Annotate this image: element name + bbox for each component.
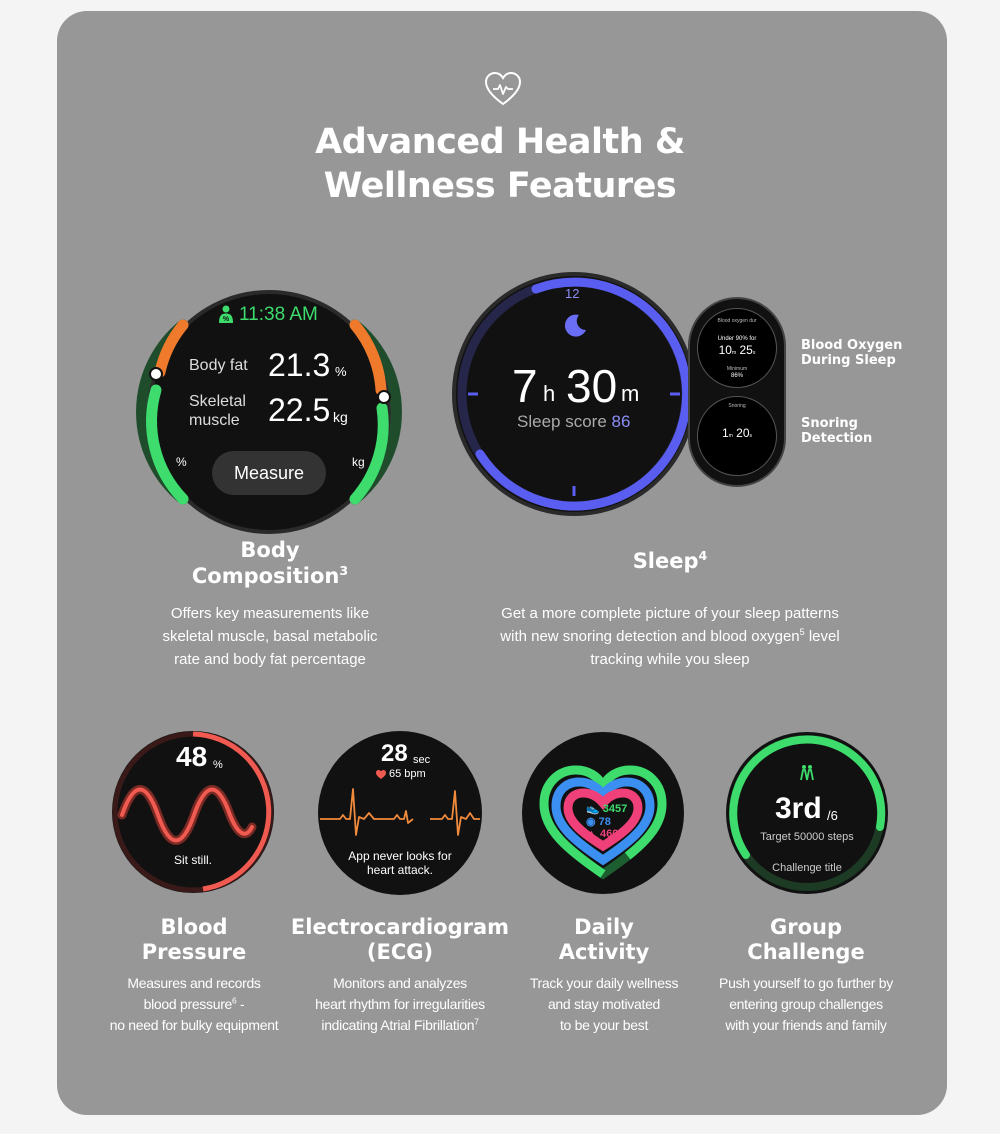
body-composition-desc-2: skeletal muscle, basal metabolic xyxy=(162,628,378,645)
ecg-desc-2: heart rhythm for irregularities xyxy=(315,996,485,1012)
ecg-seconds: 28 xyxy=(381,740,408,767)
sleep-hours-unit: h xyxy=(543,381,556,406)
bp-heading-1: Blood xyxy=(160,915,228,939)
bp-status: Sit still. xyxy=(173,853,212,867)
ecg-desc-1: Monitors and analyzes xyxy=(333,975,467,991)
activity-desc-1: Track your daily wellness xyxy=(529,975,679,991)
sleep-heading: Sleep$^4$ xyxy=(632,548,708,573)
person-icon xyxy=(218,305,234,323)
sleep-score: Sleep score 86 xyxy=(517,412,631,431)
activity-heading-2: Activity xyxy=(558,940,650,964)
oxygen-card-title: Blood oxygen dur xyxy=(717,318,757,324)
ecg-note-1: App never looks for xyxy=(348,849,452,863)
sleep-desc-1: Get a more complete picture of your sleep patterns xyxy=(501,605,839,622)
oxygen-card-min-label: Minimum xyxy=(726,366,748,372)
left-gauge-unit: % xyxy=(176,455,187,469)
ecg-seconds-unit: sec xyxy=(413,754,431,766)
challenge-heading-1: Group xyxy=(769,915,842,939)
activity-desc-3: to be your best xyxy=(559,1017,649,1033)
skeletal-label-2: muscle xyxy=(189,412,240,429)
skeletal-label-1: Skeletal xyxy=(189,393,246,410)
challenge-desc-1: Push yourself to go further by xyxy=(719,975,893,991)
bp-unit: % xyxy=(213,759,223,771)
sleep-desc-2: with new snoring detection and blood oxygen$^5$ level xyxy=(500,627,840,645)
hour-marker: 12 xyxy=(565,286,580,301)
bp-desc-2: blood pressure$^6$ - xyxy=(143,995,245,1012)
blood-oxygen-label: Blood Oxygen During Sleep xyxy=(801,338,903,368)
challenge-rank-total: /6 xyxy=(827,808,838,823)
oxygen-card-min-value: 86% xyxy=(730,373,743,379)
activity-heading-1: Daily xyxy=(574,915,634,939)
bp-value: 48 xyxy=(176,741,208,772)
challenge-desc-3: with your friends and family xyxy=(725,1017,887,1033)
bp-desc-1: Measures and records xyxy=(127,975,261,991)
body-fat-value: 21.3 xyxy=(268,347,331,383)
measure-button[interactable]: Measure xyxy=(212,451,326,495)
snoring-card-title: Snoring xyxy=(728,403,746,409)
snoring-card-duration: 1m 20s xyxy=(721,426,753,440)
ecg-note-2: heart attack. xyxy=(366,863,434,877)
moon-icon xyxy=(562,313,588,339)
ecg-bpm: 65 bpm xyxy=(389,768,426,780)
body-composition-desc-1: Offers key measurements like xyxy=(170,605,370,622)
bp-desc-3: no need for bulky equipment xyxy=(109,1017,279,1033)
body-composition-heading-2: Composition$^3$ xyxy=(191,563,349,588)
challenge-desc-2: entering group challenges xyxy=(729,996,883,1012)
ecg-heading-1: Electrocardiogram xyxy=(290,915,510,939)
bp-heading-2: Pressure xyxy=(141,940,247,964)
right-gauge-unit: kg xyxy=(352,455,365,469)
skeletal-unit: kg xyxy=(333,409,348,425)
challenge-rank: 3rd xyxy=(775,792,822,825)
group-people-icon xyxy=(799,764,815,780)
body-fat-unit: % xyxy=(335,364,347,379)
sleep-minutes: 30 xyxy=(566,360,618,412)
heart-pulse-icon xyxy=(484,71,522,109)
challenge-target: Target 50000 steps xyxy=(760,831,854,843)
activity-desc-2: and stay motivated xyxy=(547,996,661,1012)
page-title-line-1: Advanced Health & xyxy=(315,122,685,162)
challenge-title: Challenge title xyxy=(772,862,842,874)
body-fat-label: Body fat xyxy=(189,357,248,374)
sleep-desc-3: tracking while you sleep xyxy=(590,651,750,668)
oxygen-card-sub: Under 90% for xyxy=(717,336,757,342)
activity-minutes: ◉ 78 xyxy=(586,816,611,828)
sleep-minutes-unit: m xyxy=(621,381,640,406)
snoring-detection-label: Snoring Detection xyxy=(801,416,873,446)
watch-time: 11:38 AM xyxy=(239,304,318,325)
oxygen-card-duration: 10m 25s xyxy=(718,343,756,357)
ecg-heading-2: (ECG) xyxy=(366,940,434,964)
svg-text:%: % xyxy=(222,316,230,323)
sleep-hours: 7 xyxy=(512,360,538,412)
activity-calories: ▲ 460 xyxy=(586,828,619,840)
challenge-heading-2: Challenge xyxy=(747,940,865,964)
body-composition-heading-1: Body xyxy=(240,538,300,562)
ecg-desc-3: indicating Atrial Fibrillation$^7$ xyxy=(321,1016,479,1033)
page-title-line-2: Wellness Features xyxy=(323,166,677,206)
skeletal-value: 22.5 xyxy=(268,392,331,428)
body-composition-desc-3: rate and body fat percentage xyxy=(174,651,366,668)
activity-steps: 👟 3457 xyxy=(586,803,628,815)
